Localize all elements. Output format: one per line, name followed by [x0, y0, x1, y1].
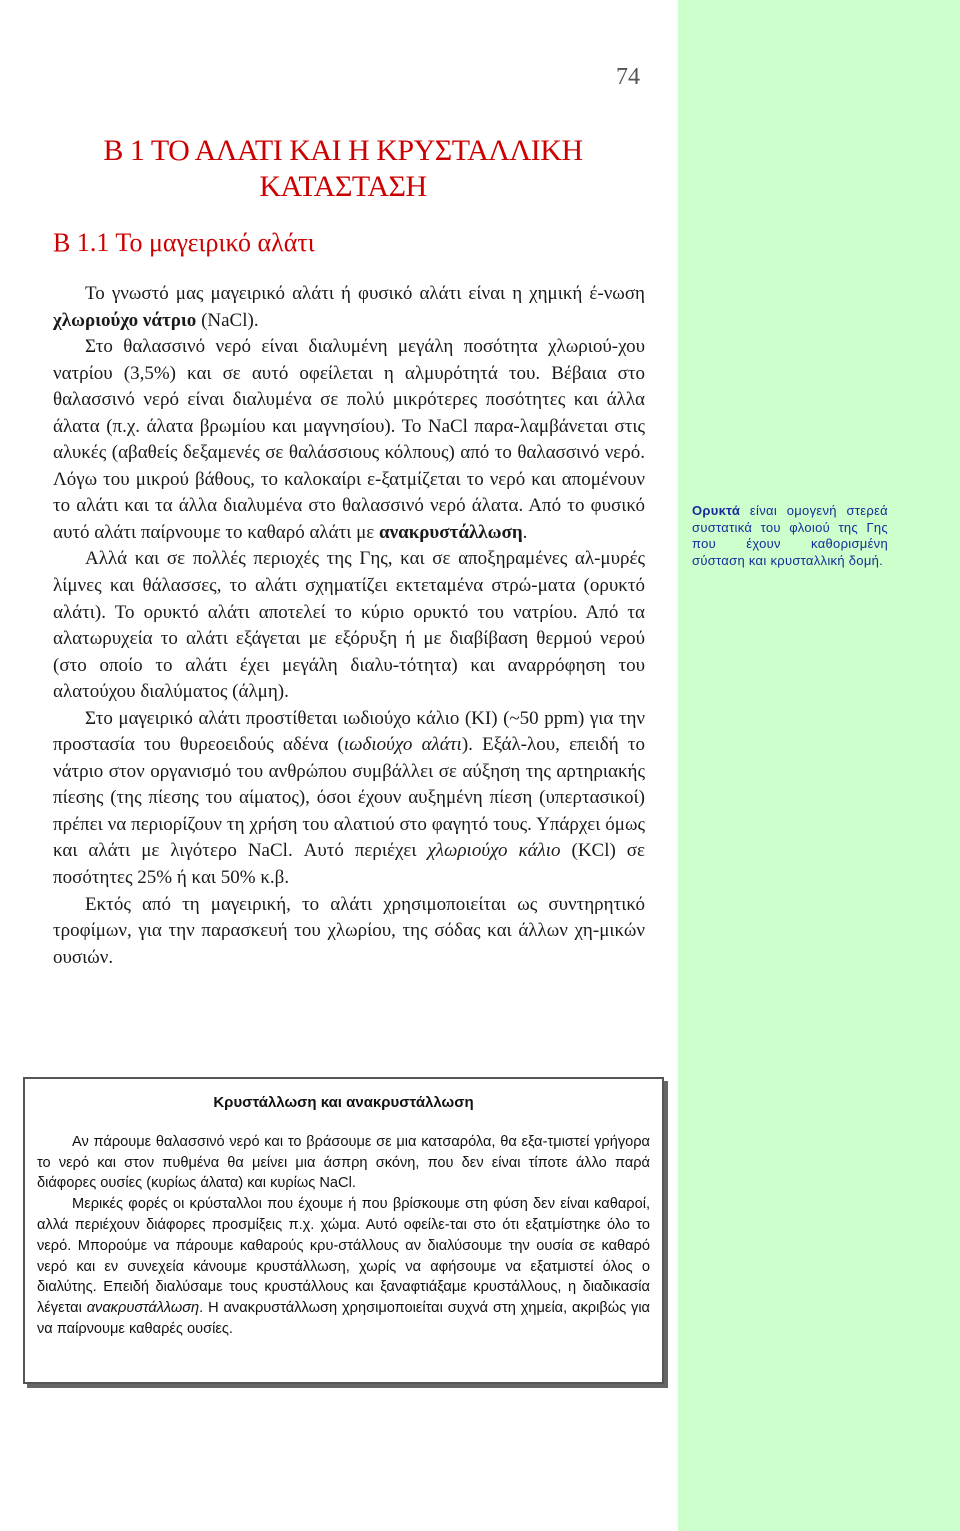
- paragraph-2: [53, 334, 645, 546]
- margin-note-band: [678, 0, 960, 1531]
- p1-term: χλωριούχο νάτριο: [53, 309, 197, 331]
- p4-text-c: (KCl) σε ποσότητες 25% ή και 50% κ.β.: [53, 840, 645, 889]
- box-title: Κρυστάλλωση και ανακρυστάλλωση: [213, 1094, 474, 1111]
- p2-text-a: Στο θαλασσινό νερό είναι διαλυμένη μεγάλη ποσότητα χλωριού-χου νατρίου (3,5%) και σε αυτό οφείλεται η αλμυρότητά του. Βέβαια στο θαλασσινό νερό είναι διαλυμένα σε πολύ μικρότερες ποσότητες και άλλα άλατα (π.χ. άλατα βρωμίου και μαγνησίου). Το NaCl παρα-λαμβάνεται στις αλυκές (αβαθείς δεξαμενές σε θαλάσσιους κόλπους) από το θαλασσινό νερό. Λόγω του μικρού βάθους, το καλοκαίρι ε-ξατμίζεται το νερό και απομένουν το αλάτι και τα άλλα διαλυμένα στο θαλασσινό νερό άλατα. Από το φυσικό αυτό αλάτι παίρνουμε το καθαρό αλάτι με: [53, 336, 645, 543]
- p2-text-b: .: [522, 521, 528, 543]
- box-paragraph-2: [37, 1194, 650, 1340]
- paragraph-4: [53, 706, 645, 892]
- page-number: 74: [616, 64, 640, 90]
- paragraph-1: [53, 281, 645, 334]
- main-text: [53, 281, 645, 971]
- box-p2-italic-term: ανακρυστάλλωση: [86, 1300, 200, 1317]
- chapter-title-line2: ΚΑΤΑΣΤΑΣΗ: [259, 170, 427, 203]
- info-box: [23, 1077, 664, 1384]
- p4-text-a: Στο μαγειρικό αλάτι προστίθεται ιωδιούχο κάλιο (KI) (~50 ppm) για την προστασία του θυρεοειδούς αδένα (: [53, 707, 645, 756]
- chapter-title: [58, 133, 628, 205]
- p4-text-b: ). Εξάλ-λου, επειδή το νάτριο στον οργανισμό του ανθρώπου συμβάλλει σε αύξηση της αρτηριακής πίεσης (της πίεσης του αίματος), όσοι έχουν αυξημένη πίεση (υπερτασικοί) πρέπει να περιορίζουν τη χρήση του αλατιού στο φαγητό τους. Υπάρχει όμως και αλάτι με λιγότερο NaCl. Αυτό περιέχει: [53, 734, 645, 862]
- box-p2-text-a: Μερικές φορές οι κρύσταλλοι που έχουμε ή που βρίσκουμε στη φύση δεν είναι καθαροί, αλλά περιέχουν διάφορες προσμίξεις π.χ. χώμα. Αυτό οφείλε-ται στο ότι εξατμίστηκε όλο το νερό. Μπορούμε να πάρουμε καθαρούς κρυ-στάλλους αν διαλύσουμε την ουσία σε καθαρό νερό και εν συνεχεία κάνουμε κρυστάλλωση, χωρίς να αφήσουμε να εξατμιστεί όλος ο διαλύτης. Επειδή διαλύσαμε τους κρυστάλλους και ξαναφτιάξαμε κρυστάλλους, η διαδικασία λέγεται: [37, 1196, 650, 1317]
- paragraph-5: Εκτός από τη μαγειρική, το αλάτι χρησιμοποιείται ως συντηρητικό τροφίμων, για την παρασκευή του χλωρίου, της σόδας και άλλων χη-μικών ουσιών.: [53, 893, 645, 968]
- section-title: Β 1.1 Το μαγειρικό αλάτι: [53, 228, 315, 257]
- p1-text-b: (NaCl).: [196, 309, 259, 331]
- p4-italic-term: ιωδιούχο αλάτι: [343, 734, 462, 756]
- box-p2-text-b: . Η ανακρυστάλλωση χρησιμοποιείται συχνά στη χημεία, ακριβώς για να παίρνουμε καθαρές ουσίες.: [37, 1300, 650, 1337]
- note-text: είναι ομογενή στερεά συστατικά του φλοιού της Γης που έχουν καθορισμένη σύσταση και κρυσταλλική δομή.: [692, 503, 888, 568]
- paragraph-3: Αλλά και σε πολλές περιοχές της Γης, και σε αποξηραμένες αλ-μυρές λίμνες και θάλασσες, το αλάτι σχηματίζει εκτεταμένα στρώ-ματα (ορυκτό αλάτι). Το ορυκτό αλάτι αποτελεί το κύριο ορυκτό του νατρίου. Από τα αλατωρυχεία το αλάτι εξάγεται με εξόρυξη ή με διαβίβαση θερμού νερού (στο οποίο το αλάτι έχει μεγάλη διαλυ-τότητα) και αναρρόφηση του αλατούχου διαλύματος (άλμη).: [53, 548, 645, 703]
- sidebar-note: [692, 503, 888, 569]
- p2-term: ανακρυστάλλωση: [379, 521, 523, 543]
- chapter-title-line1: Β 1 ΤΟ ΑΛΑΤΙ ΚΑΙ Η ΚΡΥΣΤΑΛΛΙΚΗ: [103, 134, 583, 167]
- note-term: Ορυκτά: [692, 503, 741, 518]
- box-paragraph-1: Αν πάρουμε θαλασσινό νερό και το βράσουμε σε μια κατσαρόλα, θα εξα-τμιστεί γρήγορα το νερό και στον πυθμένα θα μείνει μια άσπρη σκόνη, που δεν είναι τίποτε άλλο παρά διάφορες ουσίες (κυρίως άλατα) και κυρίως NaCl.: [37, 1133, 650, 1192]
- p4-italic-term-2: χλωριούχο κάλιο: [427, 840, 561, 862]
- p1-text-a: Το γνωστό μας μαγειρικό αλάτι ή φυσικό αλάτι είναι η χημική έ-νωση: [85, 283, 645, 304]
